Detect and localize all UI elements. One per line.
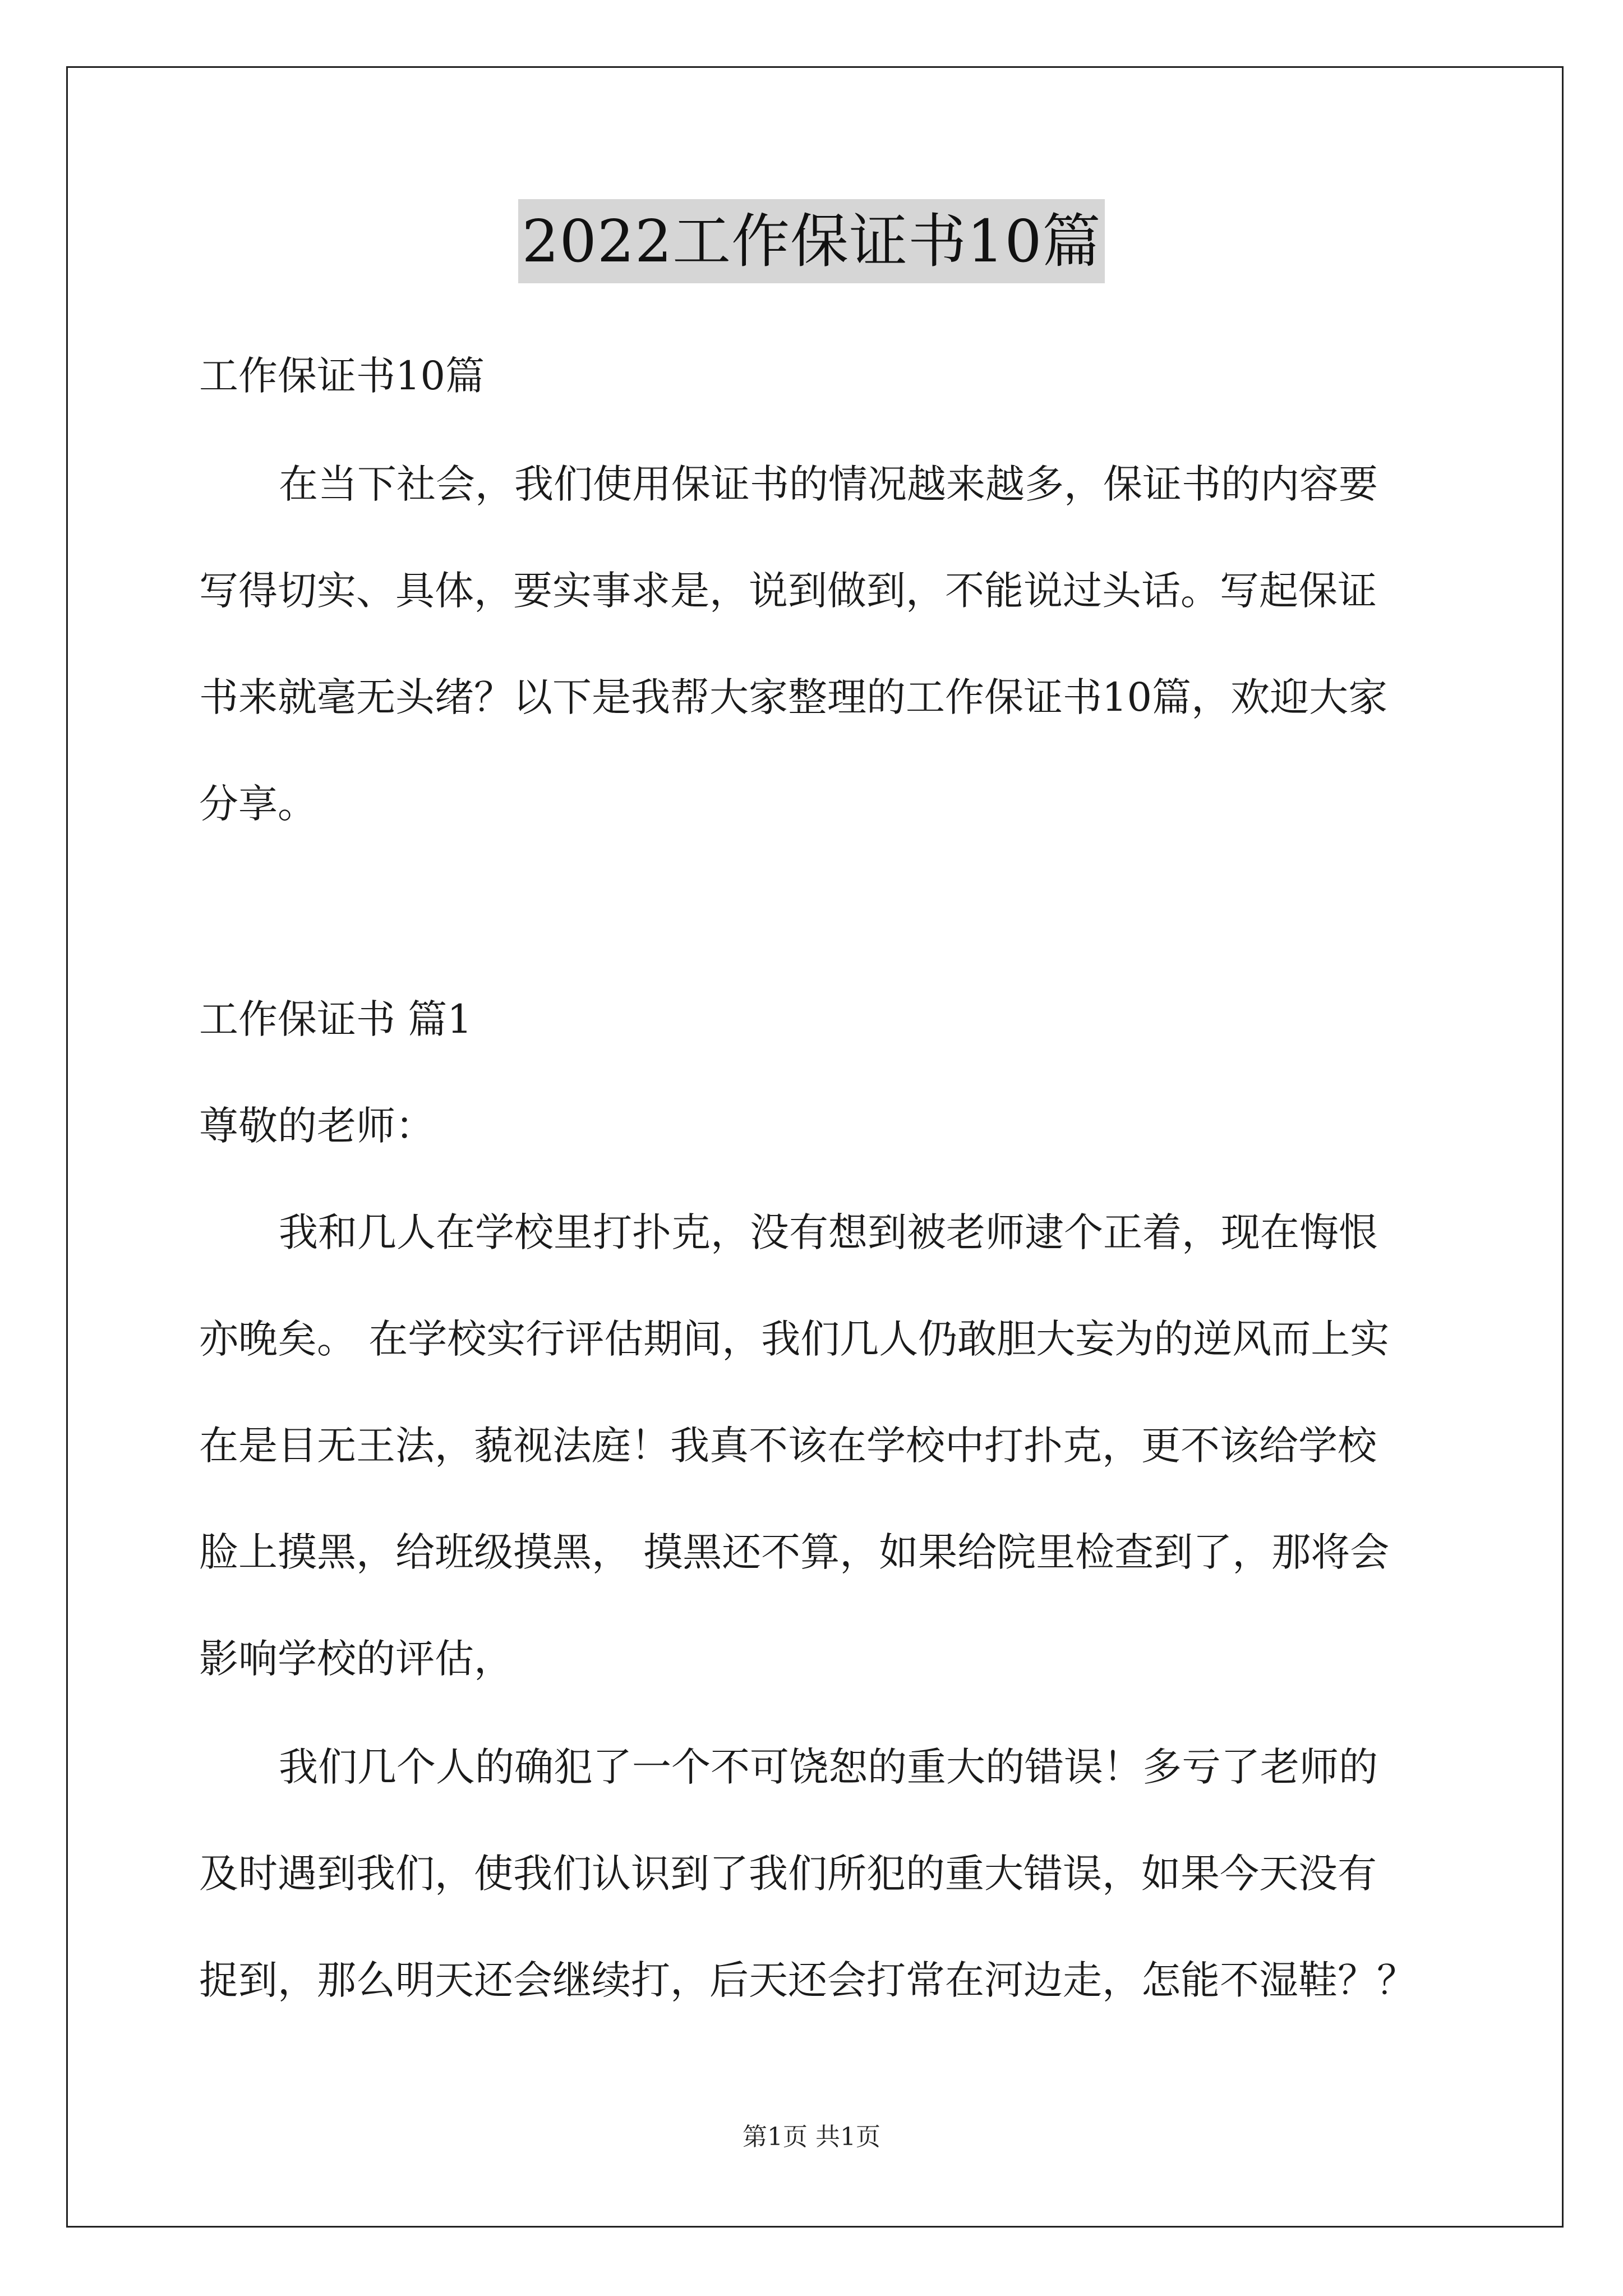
salutation: 尊敬的老师： [199, 1103, 435, 1149]
paragraph2-line-1: 我们几个人的确犯了一个不可饶恕的重大的错误！多亏了老师的 [279, 1744, 1378, 1790]
intro-line-4: 分享。 [199, 781, 317, 827]
paragraph1-line-2: 亦晚矣。 在学校实行评估期间，我们几人仍敢胆大妄为的逆风而上实 [199, 1316, 1390, 1362]
paragraph2-line-3: 捉到，那么明天还会继续打，后天还会打常在河边走，怎能不湿鞋？？ [199, 1957, 1416, 2003]
document-subtitle: 工作保证书10篇 [199, 353, 485, 399]
document-title: 2022工作保证书10篇 [518, 199, 1104, 283]
paragraph1-line-3: 在是目无王法，藐视法庭！我真不该在学校中打扑克，更不该给学校 [199, 1423, 1377, 1469]
paragraph1-line-4: 脸上摸黑，给班级摸黑， 摸黑还不算，如果给院里检查到了，那将会 [199, 1529, 1390, 1575]
page-footer: 第1页 共1页 [743, 2123, 880, 2151]
paragraph1-line-1: 我和几人在学校里打扑克，没有想到被老师逮个正着，现在悔恨 [279, 1209, 1378, 1255]
intro-line-3: 书来就毫无头绪？以下是我帮大家整理的工作保证书10篇，欢迎大家 [199, 674, 1388, 720]
title-container [0, 199, 1623, 283]
intro-line-1: 在当下社会，我们使用保证书的情况越来越多，保证书的内容要 [279, 461, 1378, 507]
paragraph1-line-5: 影响学校的评估， [199, 1636, 513, 1682]
intro-line-2: 写得切实、具体，要实事求是，说到做到，不能说过头话。写起保证 [199, 568, 1377, 614]
paragraph2-line-2: 及时遇到我们，使我们认识到了我们所犯的重大错误，如果今天没有 [199, 1851, 1377, 1897]
section-heading: 工作保证书 篇1 [199, 996, 472, 1042]
